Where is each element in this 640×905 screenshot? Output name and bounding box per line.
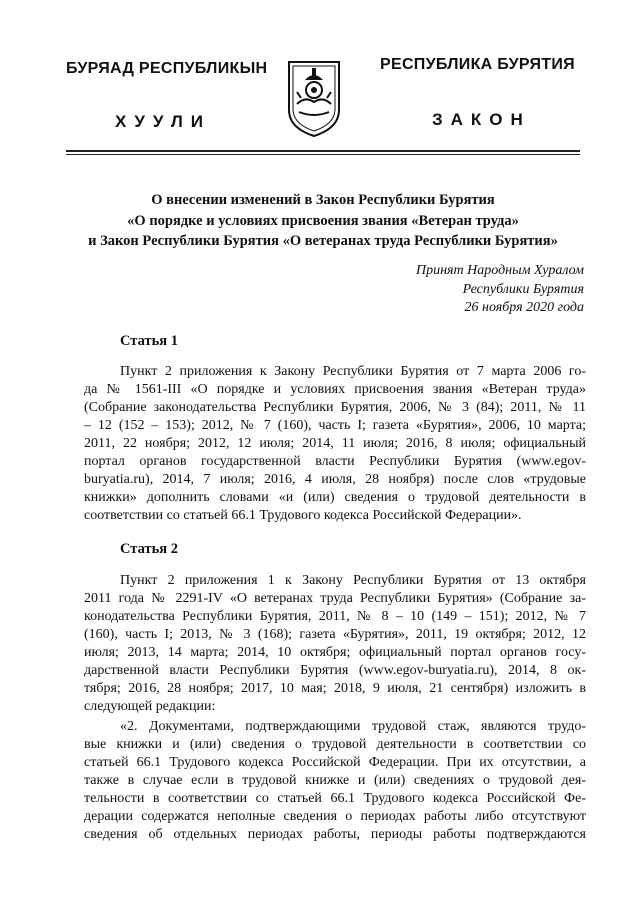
article-2-text-line: Пункт 2 приложения 1 к Закону Республики Бурятия от 13 октября xyxy=(120,573,586,588)
article-2-text-line: сведения об отдельных периодах работы, периоды работы подтверждаются xyxy=(84,827,586,842)
article-2-text-line: тября; 2016, 28 ноября; 2017, 10 мая; 2018, 9 июля, 21 сентября) изложить в xyxy=(84,681,586,696)
article-1-text-line: 2011, 22 ноября; 2012, 12 июля; 2014, 11 июля; 2016, 8 июля; официальный xyxy=(84,436,586,451)
article-2-text-line: конодательства Республики Бурятия, 2011, № 8 – 10 (149 – 151); 2012, № 7 xyxy=(84,609,586,624)
article-2-text-line: также в случае если в трудовой книжке и (или) сведениях о трудовой дея- xyxy=(84,773,586,788)
article-2-text-line: «2. Документами, подтверждающими трудовой стаж, являются трудо- xyxy=(120,719,586,734)
article-2-heading: Статья 2 xyxy=(120,541,178,557)
article-2-text-line: июля; 2013, 14 марта; 2014, 10 октября; официальный портал органов госу- xyxy=(84,645,586,660)
article-2-text-line: 2011 года № 2291-IV «О ветеранах труда Республики Бурятия» (Собрание за- xyxy=(84,591,586,606)
article-1-text-line: – 12 (152 – 153); 2012, № 7 (160), часть I; газета «Бурятия», 2006, 10 марта; xyxy=(84,418,586,433)
article-2-text-line: (160), часть I; 2013, № 3 (168); газета «Бурятия», 2011, 19 октября; 2012, 12 xyxy=(84,627,586,642)
article-1-text-line: да № 1561-III «О порядке и условиях присвоения звания «Ветеран труда» xyxy=(84,382,586,397)
law-title-line1: О внесении изменений в Закон Республики Бурятия xyxy=(151,192,495,208)
header-right-title: РЕСПУБЛИКА БУРЯТИЯ xyxy=(380,56,575,73)
article-2-text-line: дарственной власти Республики Бурятия (www.egov-buryatia.ru), 2014, 8 ок- xyxy=(84,663,586,678)
header-divider-thin xyxy=(66,154,580,155)
article-2-text-line: следующей редакции: xyxy=(84,699,216,714)
article-2-text-line: дерации содержатся неполные сведения о периодах работы либо отсутствуют xyxy=(84,809,586,824)
header-divider xyxy=(66,150,580,152)
buryatia-coat-of-arms-icon xyxy=(285,58,343,138)
adoption-line2: Республики Бурятия xyxy=(462,282,584,297)
article-1-text-line: соответствии со статьей 66.1 Трудового кодекса Российской Федерации». xyxy=(84,508,522,523)
adoption-line1: Принят Народным Хуралом xyxy=(415,263,584,278)
article-2-text-line: статьей 66.1 Трудового кодекса Российской Федерации. При их отсутствии, а xyxy=(84,755,586,770)
law-title-line2: «О порядке и условиях присвоения звания «Ветеран труда» xyxy=(127,213,519,229)
law-title-line3: и Закон Республики Бурятия «О ветеранах труда Республики Бурятия» xyxy=(88,233,558,249)
article-2-text-line: вые книжки и (или) сведения о трудовой деятельности в соответствии со xyxy=(84,737,586,752)
article-1-text-line: (Собрание законодательства Республики Бурятия, 2006, № 3 (84); 2011, № 11 xyxy=(84,400,586,415)
header-right-subtitle: ЗАКОН xyxy=(432,110,531,129)
article-1-text-line: книжки» дополнить словами «и (или) сведения о трудовой деятельности в xyxy=(84,490,586,505)
article-2-text-line: тельности в соответствии со статьей 66.1 Трудового кодекса Российской Фе- xyxy=(84,791,586,806)
article-1-heading: Статья 1 xyxy=(120,333,178,349)
article-1-text-line: Пункт 2 приложения к Закону Республики Бурятия от 7 марта 2006 го- xyxy=(120,364,586,379)
article-1-text-line: портал органов государственной власти Республики Бурятия (www.egov- xyxy=(84,454,586,469)
header-left-subtitle: ХУУЛИ xyxy=(115,112,211,131)
header-left-title: БУРЯАД РЕСПУБЛИКЫН xyxy=(66,60,268,77)
adoption-date: 26 ноября 2020 года xyxy=(464,300,584,315)
article-1-text-line: buryatia.ru), 2014, 7 июля; 2016, 4 июля, 28 ноября) после слов «трудовые xyxy=(84,472,586,487)
